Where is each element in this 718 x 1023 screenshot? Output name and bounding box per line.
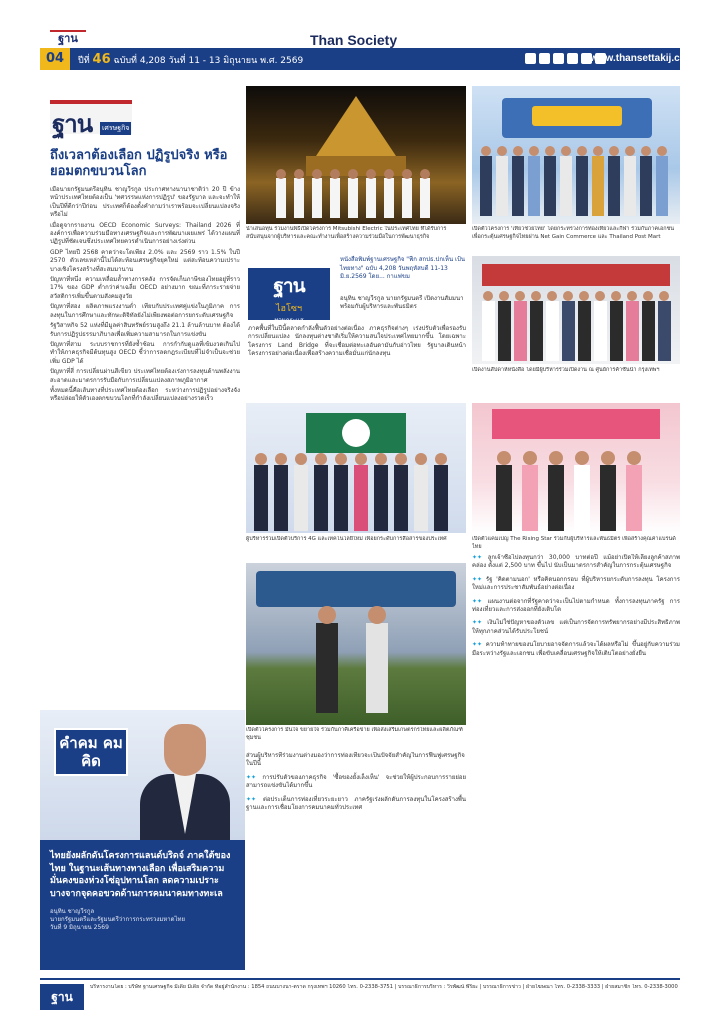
facebook-icon[interactable]: [539, 53, 550, 64]
bl-paragraph: การปรับตัวของภาคธุรกิจ 'ซื้อของยั้งเล็งเห็น' จะช่วยให้ผู้ประกอบการรายย่อยสามารถแข่งขันได้มากขึ้น: [246, 773, 466, 790]
quote-portrait: [40, 710, 245, 840]
photo-tourism-launch: [472, 86, 680, 224]
editorial-paragraph: ปัญหาที่สอง ผลิตภาพแรงงานต่ำ เทียบกับประเทศคู่แข่งในภูมิภาค การลงทุนในการศึกษาและทักษะดิจิทัลยังไม่เพียงพอต่อการยกระดับเศรษฐกิจ: [50, 303, 240, 319]
editorial-logo-sub: เศรษฐกิจ: [100, 122, 131, 135]
section-title: Than Society: [310, 32, 398, 48]
issue-info: [78, 52, 303, 67]
banner-sub: ไฮโซฯ: [275, 304, 302, 314]
issue-year: 46: [92, 52, 111, 67]
column-bottom-left: ส่วนผู้บริหารที่ร่วมงานต่างมองว่าการท่องเที่ยวจะเป็นปัจจัยสำคัญในการฟื้นฟูเศรษฐกิจในปีนี้ ✦✦ การปรับตัวของภาคธุรกิจ 'ซื้อของยั้งเล็งเห็น' จะช่วยให้ผู้ประกอบการรายย่อยสามารถแข่งขันได้มากขึ้น ✦✦ ต่อประเด็นการท่องเที่ยวระยะยาว ภาครัฐเร่งผลักดันการลงทุนในโครงสร้างพื้นฐานและการเชื่อมโยงการคมนาคมทั่วประเทศ: [246, 752, 466, 812]
editorial-paragraph: GDP ไทยปี 2568 คาดว่าจะโตเพียง 2.0% และ 2569 ราว 1.5% ในปี 2570 ตัวเลขเหล่านี้ไม่ได้สะท้อนเศรษฐกิจยุคใหม่ แต่สะท้อนความเปราะบางเชิงโครงสร้างที่สะสมมานาน: [50, 248, 240, 273]
photo-agriculture: [246, 563, 466, 725]
banner-small: ทวนกระแส: [274, 317, 304, 324]
issue-prefix: ปีที่: [78, 56, 90, 66]
editorial-paragraph: เมื่อนายกรัฐมนตรีอนุทิน ชาญวีรกูล ประกาศทางนานาชาติว่า 20 ปี ข้างหน้าประเทศไทยต้องเป็น 'ทศวรรษแห่งการปฏิรูป' ของรัฐบาล และจะทำให้เป็นปีที่ดีกว่าปีก่อน ประเทศก็ต้องตั้งคำถามว่าเราพร้อมจะเปลี่ยนแปลงจริงหรือไม่: [50, 186, 240, 219]
right-paragraph: เงินไม่ใช่ปัญหาของตัวเลข แต่เป็นการจัดการทรัพยากรอย่างมีประสิทธิภาพ ให้ทุกภาคส่วนได้รับประโยชน์: [472, 619, 680, 635]
caption-photo-4: ผู้บริหารร่วมเปิดตัวบริการ 4G และเทคโนโลยีใหม่ เพื่อยกระดับการสื่อสารของประเทศ: [246, 536, 447, 542]
youtube-icon[interactable]: [525, 53, 536, 64]
quote-date: วันที่ 9 มิถุนายน 2569: [50, 924, 109, 931]
column-intro: ภาคพื้นที่ในปีนี้ตลาดกำลังฟื้นตัวอย่างต่อเนื่อง ภาคธุรกิจต่างๆ เร่งปรับตัวเพื่อรองรับการเปลี่ยนแปลง นักลงทุนต่างชาติเริ่มให้ความสนใจประเทศไทยมากขึ้น โดยเฉพาะโครงการ Land Bridge ที่จะเชื่อมต่อทะเลอันดามันกับอ่าวไทย รัฐบาลเดินหน้าโครงการอย่างต่อเนื่องเพื่อสร้างความเชื่อมั่นแก่นักลงทุน: [248, 325, 466, 357]
right-paragraph: แผนงานต่อจากที่รัฐคาดว่าจะเป็นไปตามกำหนด ทั้งการลงทุนภาครัฐ การท่องเที่ยวและการส่งออกที่ยังเติบโต: [472, 597, 680, 614]
bl-paragraph: ส่วนผู้บริหารที่ร่วมงานต่างมองว่าการท่องเที่ยวจะเป็นปัจจัยสำคัญในการฟื้นฟูเศรษฐกิจในปีนี้: [246, 752, 465, 768]
editorial-paragraph: ปัญหาที่สี่ การเปลี่ยนผ่านสีเขียว ประเทศไทยต้องเร่งการลงทุนด้านพลังงานสะอาดและมาตรการรับมือกับการเปลี่ยนแปลงสภาพภูมิอากาศ: [50, 368, 240, 384]
footer-text: บริหารงานโดย : บริษัท ฐานเศรษฐกิจ มีเดีย มีเดีย จำกัด ที่อยู่สำนักงาน : 1854 ถนนบางนา-ตราด กรุงเทพฯ 10260 โทร. 0-2338-3751 | บรรณาธิการบริหาร : วีรพัฒน์ พิริยะ | บรรณาธิการข่าว | ฝ่ายโฆษณา โทร. 0-2338-3333 | ฝ่ายสมาชิก โทร. 0-2338-3000: [90, 984, 678, 990]
bl-paragraph: ต่อประเด็นการท่องเที่ยวระยะยาว ภาครัฐเร่งผลักดันการลงทุนในโครงสร้างพื้นฐานและการเชื่อมโยงการคมนาคมทั่วประเทศ: [246, 795, 466, 812]
editorial-logo: [50, 100, 132, 138]
caption-photo-1: นำเสนอทุน ร่วมงานพิธีเปิดโครงการ Mitsubishi Electric ในประเทศไทย ที่ได้รับการสนับสนุนจากผู้บริหารและคณะทำงานเพื่อสร้างความร่วมมือในการพัฒนาธุรกิจ: [246, 226, 447, 240]
footer-logo: ฐาน: [40, 984, 84, 1010]
caption-photo-2: เปิดตัวโครงการ 'เที่ยวช่วยไทย' โดยกระทรวงการท่องเที่ยวและกีฬา ร่วมกับภาคเอกชน เพื่อกระตุ้นเศรษฐกิจไทยผ่าน Net Gain Commerce และ Thailand Post Mart: [472, 226, 675, 240]
photo-ceremony: [246, 86, 466, 224]
quote-author: อนุทิน ชาญวีรกูล: [50, 908, 95, 915]
page-footer: [40, 978, 680, 1014]
column-promo: หนังสือพิมพ์ฐานเศรษฐกิจ "ฟีก สกปธ.ปกเห็น เป้น ไทยทาง" ฉบับ 4,208 วันพฤหัสบดี 11-13 มิ.ย.2569 โดย... กาแฟขม: [340, 256, 465, 280]
editorial-paragraph: ปัญหาที่สาม ระบบราชการที่ยังซ้ำซ้อน การกำกับดูแลที่เข้มงวดเกินไปทำให้ภาคธุรกิจมีต้นทุนสูง OECD ชี้ว่าการลดกฎระเบียบที่ไม่จำเป็นจะช่วยเพิ่ม GDP ได้: [50, 340, 240, 365]
quote-text: ไทยยังผลักดันโครงการแลนด์บริดจ์ ภาคใต้ของไทย ในฐานะเส้นทางทางเลือก เพื่อเสริมความมั่นคงของห่วงโซ่อุปทานโลก ลดความเปราะบางจากจุดคอขวดด้านการคมนาคมทางทะเล: [50, 851, 231, 899]
column-banner: [248, 268, 330, 324]
right-paragraph: ลูกเจ้าซื้อไปลงทุนกว่า 30,000 บาทต่อปี แม้อย่าเปิดให้เลี้ยงลูกค้าสภาพคล่อง ตั้งแต่ 2,500 บาท ขึ้นไป นับเป็นมาตรการสำคัญในการกระตุ้นเศรษฐกิจ: [472, 554, 680, 570]
portrait-photo: [140, 724, 230, 840]
editorial-body: [50, 186, 240, 706]
editorial-paragraph: ทั้งหมดนี้คือเส้นทางที่ประเทศไทยต้องเลือก ระหว่างการปฏิรูปอย่างจริงจัง หรือปล่อยให้ตัวเองตกขบวนโลกที่กำลังเปลี่ยนแปลงอย่างรวดเร็ว: [50, 386, 240, 403]
column-author: อนุทิน ชาญวีรกูล นายกรัฐมนตรี เปิดงานสัมมนาพร้อมกับผู้บริหารและพันธมิตร: [340, 295, 464, 311]
caption-photo-6: เปิดตัวโครงการ มั่นใจ ขยายใจ ร่วมกับภาคีเครือข่าย เพื่อส่งเสริมเกษตรกรไทยและผลิตภัณฑ์ชุมชน: [246, 727, 463, 741]
caption-photo-5: เปิดตัวแคมเปญ The Rising Star ร่วมกับผู้บริหารและพันธมิตร เพื่อสร้างคุณค่าแบรนด์ไทย: [472, 536, 676, 550]
banner-main: ฐาน: [273, 276, 305, 297]
quote-attribution: [50, 908, 235, 932]
editorial-title: ถึงเวลาต้องเลือก ปฏิรูปจริง หรือยอมตกขบวนโลก: [50, 148, 228, 179]
twitter-icon[interactable]: [553, 53, 564, 64]
header-logo: ฐาน: [50, 30, 86, 44]
instagram-icon[interactable]: [567, 53, 578, 64]
editorial-paragraph: เมื่อดูจากรายงาน OECD Economic Surveys: Thailand 2026 ที่องค์การเพื่อความร่วมมือทางเศรษฐกิจและการพัฒนาเผยแพร่ ได้วางแผนที่ปฏิรูปที่ชัดเจนซึ่งประเทศไทยควรดำเนินการอย่างเร่งด่วน: [50, 221, 240, 246]
kamkid-badge: คำคม คมคิด: [54, 728, 128, 776]
right-paragraph: ความท้าทายของนโยบายอาจจัดการแล้วจะได้ผลหรือไม่ ขึ้นอยู่กับความร่วมมือระหว่างรัฐและเอกชน เพื่อขับเคลื่อนเศรษฐกิจให้เติบโตอย่างยั่งยืน: [472, 641, 680, 657]
website-link[interactable]: www.thansettakij.com: [590, 53, 695, 64]
photo-campaign-launch: [472, 403, 680, 533]
quote-box: [40, 840, 245, 970]
column-right: ✦✦ ลูกเจ้าซื้อไปลงทุนกว่า 30,000 บาทต่อปี แม้อย่าเปิดให้เลี้ยงลูกค้าสภาพคล่อง ตั้งแต่ 2,500 บาท ขึ้นไป นับเป็นมาตรการสำคัญในการกระตุ้นเศรษฐกิจ ✦✦ รัฐ 'คิดตามนอก' หรือคิดนอกกรอบ ที่ผู้บริหารยกระดับการลงทุน โครงการใหม่และการประชาสัมพันธ์อย่างต่อเนื่อง ✦✦ แผนงานต่อจากที่รัฐคาดว่าจะเป็นไปตามกำหนด ทั้งการลงทุนภาครัฐ การท่องเที่ยวและการส่งออกที่ยังเติบโต ✦✦ เงินไม่ใช่ปัญหาของตัวเลข แต่เป็นการจัดการทรัพยากรอย่างมีประสิทธิภาพ ให้ทุกภาคส่วนได้รับประโยชน์ ✦✦ ความท้าทายของนโยบายอาจจัดการแล้วจะได้ผลหรือไม่ ขึ้นอยู่กับความร่วมมือระหว่างรัฐและเอกชน เพื่อขับเคลื่อนเศรษฐกิจให้เติบโตอย่างยั่งยืน: [472, 554, 680, 657]
page-number: 04: [40, 48, 70, 70]
caption-photo-3: เปิดงานสัปดาห์หนังสือ โดยมีผู้บริหารร่วมเปิดงาน ณ ศูนย์การค้าชั้นนำ กรุงเทพฯ: [472, 367, 660, 373]
editorial-paragraph: ปัญหาที่หนึ่ง ความเหลื่อมล้ำทางการคลัง การจัดเก็บภาษีของไทยอยู่ที่ราว 17% ของ GDP ต่ำกว่าค่าเฉลี่ย OECD อย่างมาก ขณะที่ภาระรายจ่ายสวัสดิการเพิ่มขึ้นตามสังคมสูงวัย: [50, 276, 240, 300]
editorial-paragraph: รัฐวิสาหกิจ 52 แห่งที่มีมูลค่าสินทรัพย์รวมสูงถึง 21.1 ล้านล้านบาท ต้องได้รับการปฏิรูปธรรมาภิบาลเพื่อเพิ่มความสามารถในการแข่งขัน: [50, 322, 240, 338]
right-paragraph: รัฐ 'คิดตามนอก' หรือคิดนอกกรอบ ที่ผู้บริหารยกระดับการลงทุน โครงการใหม่และการประชาสัมพันธ์อย่างต่อเนื่อง: [472, 575, 680, 592]
photo-4g-launch: [246, 403, 466, 533]
photo-group-event: [472, 256, 680, 364]
issue-text: ฉบับที่ 4,208 วันที่ 11 - 13 มิถุนายน พ.ศ. 2569: [113, 56, 304, 66]
page-header: [0, 0, 718, 50]
editorial-logo-main: ฐาน: [52, 112, 93, 138]
quote-role: นายกรัฐมนตรีและรัฐมนตรีว่าการกระทรวงมหาดไทย: [50, 916, 185, 923]
